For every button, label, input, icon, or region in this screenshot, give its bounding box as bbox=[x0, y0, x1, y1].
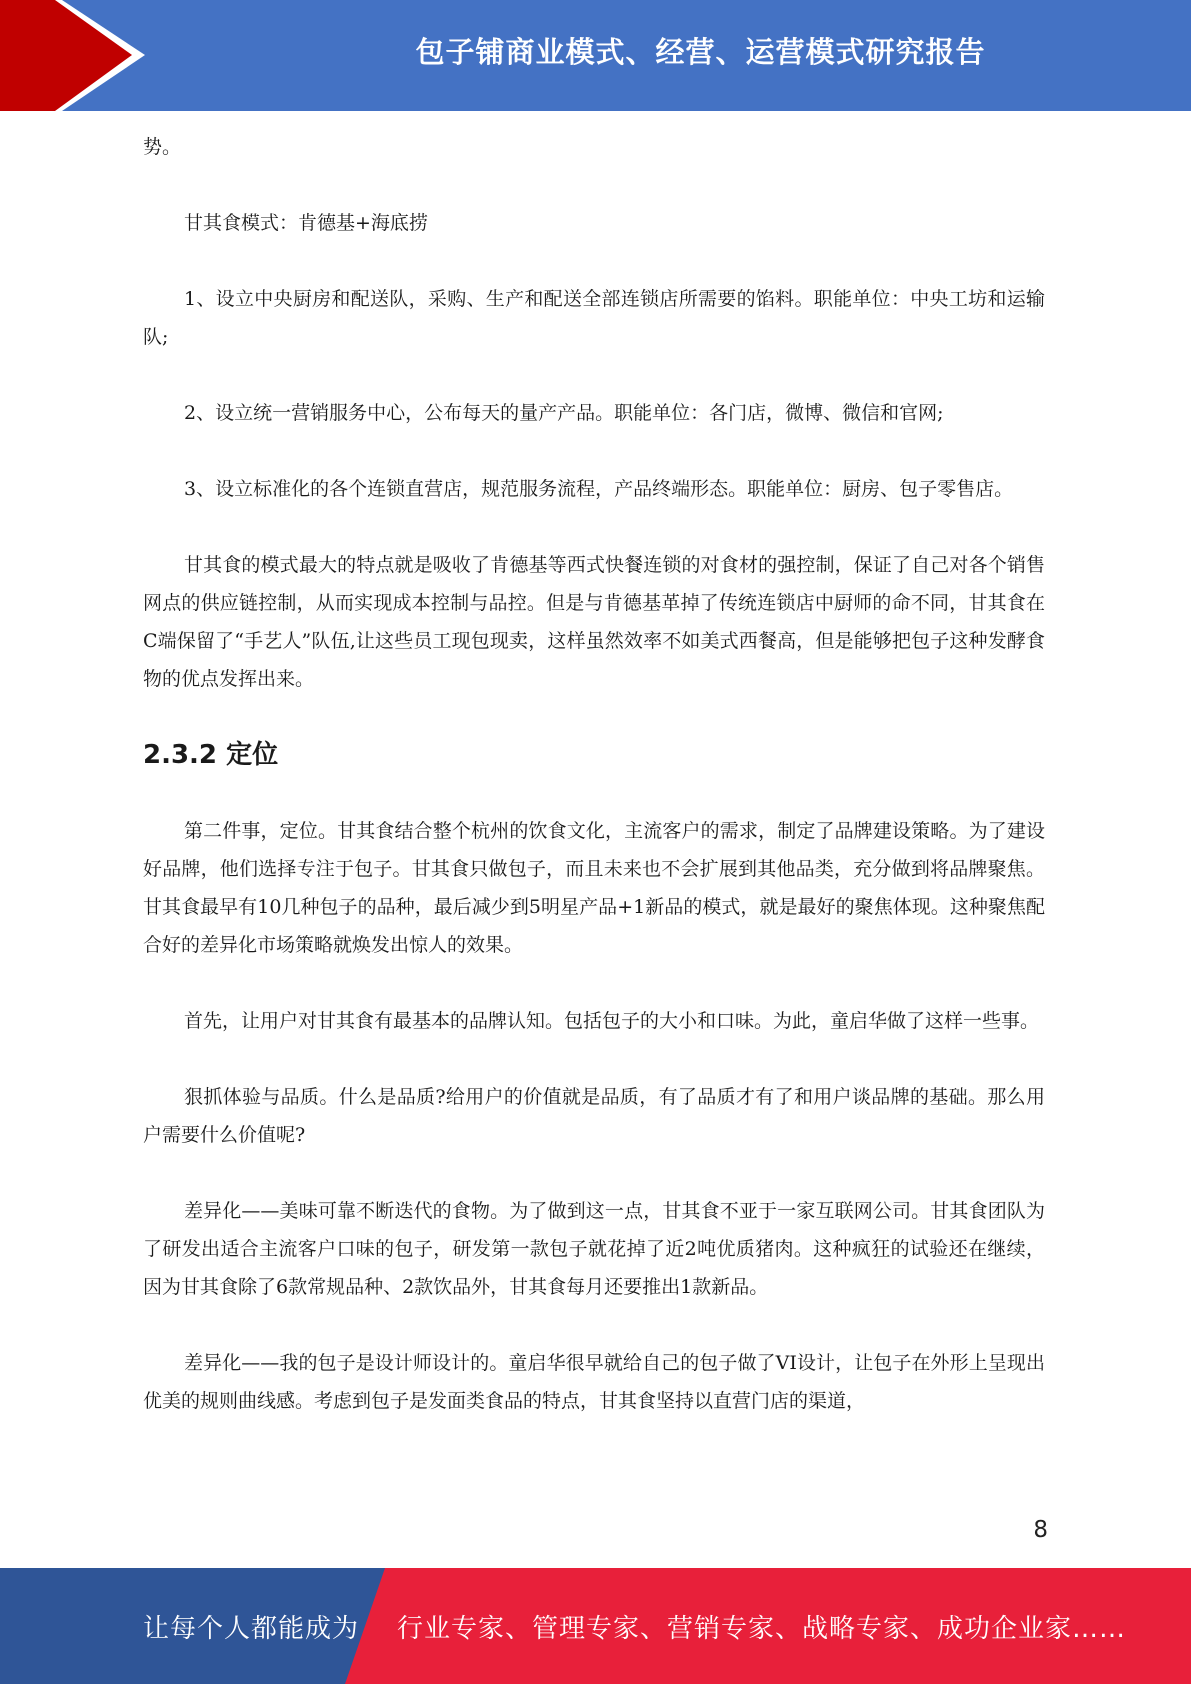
paragraph: 差异化——美味可靠不断迭代的食物。为了做到这一点，甘其食不亚于一家互联网公司。甘其食团队为了研发出适合主流客户口味的包子，研发第一款包子就花掉了近2吨优质猪肉。这种疯狂的试验还在继续，因为甘其食除了6款常规品种、2款饮品外，甘其食每月还要推出1款新品。 bbox=[143, 1200, 1045, 1298]
paragraph: 3、设立标准化的各个连锁直营店，规范服务流程，产品终端形态。职能单位：厨房、包子零售店。 bbox=[184, 478, 1014, 500]
paragraph: 首先，让用户对甘其食有最基本的品牌认知。包括包子的大小和口味。为此，童启华做了这样一些事。 bbox=[184, 1010, 1040, 1032]
footer-slogan-right: 行业专家、管理专家、营销专家、战略专家、成功企业家…… bbox=[397, 1613, 1127, 1644]
paragraph: 差异化——我的包子是设计师设计的。童启华很早就给自己的包子做了VI设计，让包子在外形上呈现出优美的规则曲线感。考虑到包子是发面类食品的特点，甘其食坚持以直营门店的渠道， bbox=[143, 1352, 1045, 1412]
page-footer bbox=[0, 1568, 1191, 1684]
document-body bbox=[143, 128, 1045, 1458]
paragraph: 2、设立统一营销服务中心，公布每天的量产产品。职能单位：各门店，微博、微信和官网; bbox=[184, 402, 944, 424]
header-arrow-decoration bbox=[0, 0, 160, 111]
paragraph: 势。 bbox=[143, 136, 182, 158]
report-title: 包子铺商业模式、经营、运营模式研究报告 bbox=[415, 34, 986, 69]
paragraph: 甘其食的模式最大的特点就是吸收了肯德基等西式快餐连锁的对食材的强控制，保证了自己对各个销售网点的供应链控制，从而实现成本控制与品控。但是与肯德基革掉了传统连锁店中厨师的命不同，甘其食在C端保留了“手艺人”队伍,让这些员工现包现卖，这样虽然效率不如美式西餐高，但是能够把包子这种发酵食物的优点发挥出来。 bbox=[143, 554, 1045, 690]
footer-slogan-left: 让每个人都能成为 bbox=[143, 1613, 360, 1644]
page-header bbox=[0, 0, 1191, 111]
section-heading: 2.3.2 定位 bbox=[143, 740, 279, 770]
paragraph: 1、设立中央厨房和配送队，采购、生产和配送全部连锁店所需要的馅料。职能单位：中央工坊和运输队; bbox=[143, 288, 1045, 348]
paragraph: 甘其食模式：肯德基+海底捞 bbox=[184, 212, 428, 234]
paragraph: 第二件事，定位。甘其食结合整个杭州的饮食文化，主流客户的需求，制定了品牌建设策略。为了建设好品牌，他们选择专注于包子。甘其食只做包子，而且未来也不会扩展到其他品类，充分做到将品牌聚焦。甘其食最早有10几种包子的品种，最后减少到5明星产品+1新品的模式，就是最好的聚焦体现。这种聚焦配合好的差异化市场策略就焕发出惊人的效果。 bbox=[143, 820, 1045, 956]
paragraph: 狠抓体验与品质。什么是品质?给用户的价值就是品质，有了品质才有了和用户谈品牌的基础。那么用户需要什么价值呢? bbox=[143, 1086, 1045, 1146]
page-number: 8 bbox=[1033, 1517, 1048, 1543]
